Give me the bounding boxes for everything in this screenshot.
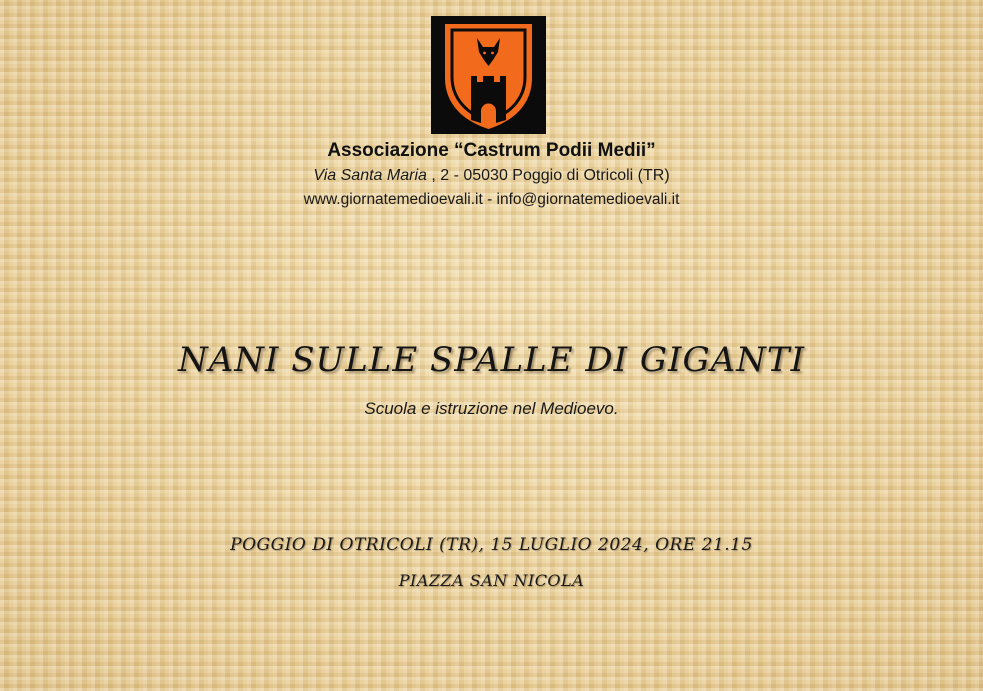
association-address bbox=[0, 167, 983, 185]
event-date-place: POGGIO DI OTRICOLI (TR), 15 LUGLIO 2024, ORE 21.15 bbox=[230, 535, 753, 555]
event-subtitle: Scuola e istruzione nel Medioevo. bbox=[364, 399, 619, 418]
shield-fox-tower-icon bbox=[431, 16, 546, 134]
event-venue: PIAZZA SAN NICOLA bbox=[398, 571, 585, 590]
association-name: Associazione “Castrum Podii Medii” bbox=[327, 140, 656, 161]
address-street: Via Santa Maria bbox=[313, 167, 427, 184]
association-logo bbox=[431, 16, 546, 134]
association-contacts: www.giornatemedioevali.it - info@giornatemedioevali.it bbox=[303, 191, 680, 208]
event-title: NANI SULLE SPALLE DI GIGANTI bbox=[177, 340, 806, 380]
address-details: , 2 - 05030 Poggio di Otricoli (TR) bbox=[426, 167, 670, 184]
